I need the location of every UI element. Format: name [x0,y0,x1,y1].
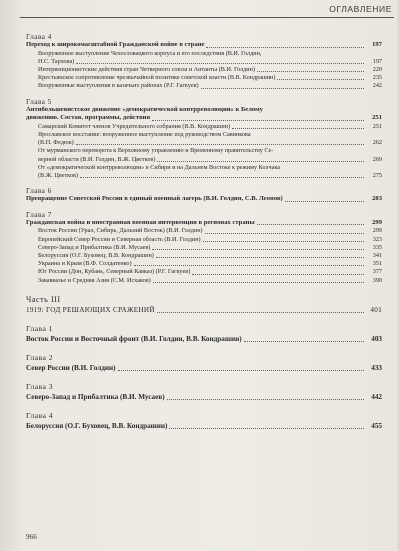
toc-subentry-page: 251 [372,122,382,130]
toc-chapter-title-text: Северо-Запад и Прибалтика (В.И. Мусаев) [26,392,165,401]
toc-subentry-page: 275 [372,172,382,180]
leader-dots [205,233,364,234]
toc-chapter-title-page: 251 [372,114,382,122]
chapter-label: Глава 6 [26,186,52,196]
toc-subentry-page: 377 [372,268,382,276]
toc-subentry-page: 242 [372,82,382,90]
toc-subentry-page: 335 [372,243,382,251]
leader-dots [206,47,364,48]
toc-subentry-text: Юг России (Дон, Кубань, Северный Кавказ) (Р.Г. Гагкуев) [38,268,191,276]
toc-subentry-page: 341 [372,252,382,260]
toc-chapter-title [26,219,382,228]
toc-subentry-text: Н.С. Тархова) [38,57,75,65]
chapter-label: Глава 2 [26,352,53,362]
toc-chapter-title-page: 299 [372,218,382,226]
toc-chapter-title-line: Антибольшевистское движение «демократической контрреволюции» к Белому [26,105,263,113]
leader-dots [277,79,364,80]
leader-dots [257,224,364,225]
leader-dots [192,274,364,275]
leader-dots [285,201,364,202]
toc-subentry-text: Интервенционистские действия стран Четверного союза и Антанты (В.И. Голдин) [38,66,255,73]
chapter-label: Глава 1 [26,323,53,333]
toc-subentry-text: Крестьянское сопротивление чрезвычайной политике советской власти (В.В. Кондрашин) [38,74,276,82]
toc-subentry-line: От мурманского переворота к Верховному управлению и Временному правительству Се- [38,147,274,155]
toc-chapter-title-page: 403 [371,334,382,343]
part-title-text: 1919: ГОД РЕШАЮЩИХ СРАЖЕНИЙ [26,305,155,314]
leader-dots [232,128,364,129]
toc-chapter-title-page: 455 [371,421,382,430]
page-edge-shadow [396,0,400,551]
leader-dots [134,265,364,266]
chapter-label: Глава 7 [26,209,52,219]
toc-subentry-text: Северо-Запад и Прибалтика (В.И. Мусаев) [38,243,151,251]
toc-subentry-page: 323 [372,235,382,243]
toc-subentry [26,260,382,268]
toc-subentry-page: 390 [372,276,382,284]
toc-subentry [26,66,382,74]
part-block [26,295,382,431]
toc-subentry-text: Белоруссия (О.Г. Буховец, В.В. Кондрашин) [38,252,154,260]
leader-dots [257,71,364,72]
leader-dots [118,370,364,371]
toc-chapter-title-text: Превращение Советской России в единый военный лагерь (В.И. Голдин, С.В. Леонов) [26,195,283,203]
toc-subentry [26,172,382,180]
toc-chapter-title-page: 442 [371,392,382,401]
header-rule [20,17,394,18]
leader-dots [153,282,364,283]
leader-dots [167,399,364,400]
toc-subentry [26,58,382,66]
toc-subentry [26,244,382,252]
leader-dots [201,88,364,89]
toc-subentry [26,74,382,82]
leader-dots [169,428,364,429]
running-head: ОГЛАВЛЕНИЕ [329,4,392,14]
toc-subentry [26,82,382,90]
toc-subentry-page: 220 [372,66,382,73]
chapter-label: Глава 4 [26,32,52,41]
chapter-label: Глава 3 [26,381,53,391]
leader-dots [152,249,364,250]
toc-chapter-title-text: Восток России и Восточный фронт (В.И. Голдин, В.В. Кондрашин) [26,334,242,343]
toc-chapter-title-text: Север России (В.И. Голдин) [26,363,116,372]
toc-chapter-title [26,334,382,344]
toc-subentry-text: Восток России (Урал, Сибирь, Дальний Восток) (В.И. Голдин) [38,227,203,235]
leader-dots [152,120,364,121]
toc-chapter-title [26,421,382,431]
toc-subentry [26,268,382,276]
toc-subentry [26,277,382,285]
toc-chapter-title-text: Белоруссия (О.Г. Буховец, В.В. Кондрашин) [26,421,168,430]
toc-subentry [26,123,382,131]
chapter-label: Глава 4 [26,410,53,420]
leader-dots [244,341,364,342]
toc-subentry [26,252,382,260]
toc-chapter-title-text: движению. Состав, программы, действия [26,114,151,122]
leader-dots [80,177,364,178]
toc-chapter-title [26,114,382,123]
part-title-page: 401 [370,305,382,314]
toc-subentry [26,227,382,235]
table-of-contents [26,26,382,431]
toc-subentry-text: Украина и Крым (В.Ф. Солдатенко) [38,260,132,268]
toc-subentry-page: 235 [372,74,382,82]
toc-chapter-title [26,363,382,373]
toc-chapter-title-page: 283 [372,195,382,203]
toc-subentry-text: Самарский Комитет членов Учредительного собрания (В.В. Кондрашин) [38,122,231,130]
toc-subentry-text: Вооруженные выступления в казачьих районах (Р.Г. Гагкуев) [38,82,199,90]
toc-chapter-title-page: 197 [372,41,382,48]
toc-subentry-page: 299 [372,227,382,235]
toc-subentry-text: Европейский Север России и Северная область (В.И. Голдин) [38,235,201,243]
toc-subentry-text: Закавказье и Средняя Азия (С.М. Исхаков) [38,276,151,284]
toc-subentry-line: Вооруженное выступление Чехословацкого корпуса и его последствия (В.И. Голдин, [38,49,262,57]
leader-dots [203,241,364,242]
leader-dots [157,161,364,162]
toc-chapter-title [26,392,382,402]
toc-subentry [26,236,382,244]
toc-chapter-title-text: Переход к широкомасштабной Гражданской войне в стране [26,41,205,48]
toc-subentry [26,139,382,147]
part-title [26,305,382,315]
leader-dots [76,63,364,64]
toc-subentry-text: верной области (В.И. Голдин, В.Ж. Цветков) [38,155,156,163]
toc-chapter-title-text: Гражданская война и иностранная военная интервенция в регионах страны [26,218,255,226]
page-number: 966 [26,533,37,541]
chapter-label: Глава 5 [26,96,52,106]
toc-subentry [26,156,382,164]
toc-subentry-page: 351 [372,260,382,268]
leader-dots [156,257,364,258]
leader-dots [157,312,364,313]
toc-subentry-text: (В.Ж. Цветков) [38,172,78,180]
toc-subentry-line: От «демократической контрреволюции» в Сибири и на Дальнем Востоке к режиму Колчака [38,163,280,171]
toc-subentry-page: 197 [372,57,382,65]
toc-chapter-title [26,41,382,50]
toc-chapter-title [26,195,382,204]
toc-subentry-text: (В.П. Федюк) [38,139,74,147]
toc-subentry-page: 262 [372,139,382,147]
part-label: Часть III [26,294,61,304]
leader-dots [76,144,364,145]
toc-subentry-line: Ярославское восстание: вооруженное выступление под руководством Савинкова [38,131,251,138]
toc-subentry-page: 269 [372,155,382,163]
toc-chapter-title-page: 433 [371,363,382,372]
